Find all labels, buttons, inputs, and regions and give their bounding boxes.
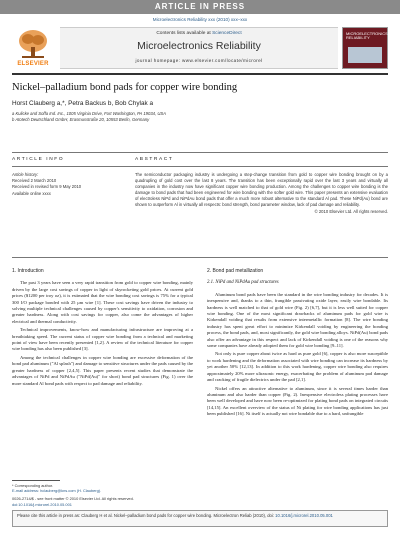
- intro-heading: 1. Introduction: [12, 268, 44, 274]
- cover-band: [348, 47, 382, 63]
- footnote-rule: [12, 480, 60, 481]
- section2-heading: 2. Bond pad metallization: [207, 268, 264, 274]
- affiliation-a: a Kulicke and Soffa Ind. Inc., 1005 Virginia Drive, Fort Washington, PA 19034, USA: [12, 111, 166, 116]
- abstract-body: [135, 172, 388, 215]
- info-divider-bottom: [12, 166, 388, 167]
- intro-paragraph: Technical improvements, know-how and manufacturing infrastructure are improving at a breathtaking speed. The current status of copper wire bonding from a technical and marketing point of view have been recently presented [1,2]. A review of the technical literature for copper wire bonding has also been published [3].: [12, 327, 193, 352]
- abstract-divider: [12, 257, 388, 258]
- citation-text: Please cite this article in press as: Clauberg H et al. Nickel–palladium bond pads for copper wire bonding. Microelectron Reliab (2010), doi:: [17, 513, 274, 518]
- affiliation-b: b Atotech Deutschland GmbH, Erasmusstraße 20, 10553 Berlin, Germany: [12, 117, 150, 122]
- journal-banner: [60, 27, 338, 69]
- cover-title: MICROELECTRONICS RELIABILITY: [346, 31, 388, 41]
- doi-link[interactable]: doi:10.1016/j.microrel.2010.05.001: [12, 501, 72, 507]
- header-divider: [12, 73, 388, 75]
- right-column: [207, 268, 388, 420]
- journal-homepage-link[interactable]: journal homepage: www.elsevier.com/locate/microrel: [135, 58, 263, 63]
- article-info-heading: ARTICLE INFO: [12, 157, 65, 162]
- journal-reference: Microelectronics Reliability xxx (2010) xxx–xxx: [152, 17, 248, 22]
- citation-doi-link[interactable]: 10.1016/j.microrel.2010.05.001: [275, 513, 333, 518]
- contents-line: [60, 31, 338, 36]
- authors: Horst Clauberg a,*, Petra Backus b, Bob Chylak a: [12, 100, 154, 107]
- section2-paragraph: Not only is pure copper about twice as hard as pure gold [6], copper is also more susceptible to work hardening and the deformation associated with wire bonding can increase its hardness by yet another 50% [12,13]. In addition to this work hardening, copper wire bonding also requires approximately 20% more ultrasonic energy, exacerbating the problem of aluminum pad damage and cracking of fragile dielectrics under the pad [2,1].: [207, 351, 388, 383]
- abstract-copyright: © 2010 Elsevier Ltd. All rights reserved.: [314, 208, 388, 214]
- footnote: [12, 480, 193, 507]
- contents-prefix: Contents lists available at: [156, 31, 213, 36]
- section2-paragraph: Nickel offers an attractive alternative to aluminum, since it is several times harder than aluminum and also harder than copper (Fig. 2). Inexpensive electroless plating processes have been well developed and have now been re-optimized for plating bond pads on integrated circuits [14,15]. An excellent overview of the status of Ni plating for wire bonding applications has just been published [16]. Ni itself is actually not wire bondable due to a hard, unfrangible: [207, 385, 388, 417]
- author-email-link[interactable]: E-mail address: hclauberg@kns.com (H. Clauberg).: [12, 487, 102, 493]
- publisher-name: ELSEVIER: [17, 61, 49, 67]
- corresponding-author: * Corresponding author.: [12, 482, 54, 488]
- history-received: Received 2 March 2010: [12, 178, 57, 184]
- left-column: [12, 268, 193, 389]
- abstract-heading: ABSTRACT: [135, 157, 174, 162]
- section2-paragraph: Aluminum bond pads have been the standard in the wire bonding industry for decades. It is inexpensive and, thanks to a thin, frangible passivating oxide layer, easily wire bondable. Its hardness is well matched to that of gold wire (Fig. 2) [6,7], but it is less well suited for copper wire bonding. One of the most significant drawbacks of aluminum pads for gold wire is Kirkendall voiding that results from extensive intermetallic formation [8]. The wire bonding industry has spent great effort to minimize Kirkendall voiding by engineering the bonding process, the bond pads, and, most significantly, the gold wire bonding alloys. NiPd(Au) bond pads also offer an advantage in this respect and lack of Kirkendall voiding is one of the reasons why some companies have already adopted them for gold wire bonding [9–11].: [207, 291, 388, 349]
- abstract-text: The semiconductor packaging industry is undergoing a step-change transition from gold to copper wire bonding brought on by a quadrupling of gold cost over the last 8 years. The transition has been exceptionally rapid over the last 3 years and virtually all companies in the industry now have significant copper wire bonding production. Among the challenges to copper wire bonding is the damage to bond pads that had been engineered for wire bonding with the softer gold wire. This paper presents an extensive evaluation of electroless NiPd and NiPdAu bond pads that offer a much more robust alternative to the standard Al pad. These NiPd(Au) bond are shown to outperform Al in virtually all respects: bond strength, bond parameter window, lack of pad damage and reliability.: [135, 172, 388, 208]
- sciencedirect-link[interactable]: ScienceDirect: [212, 31, 242, 36]
- history-online: Available online xxxx: [12, 190, 51, 196]
- intro-paragraph: Among the technical challenges in copper wire bonding are excessive deformation of the bond pad aluminum ("Al splash") and damage to sensitive structures under the pads caused by the greater hardness of copper [2,4,5]. This paper presents recent studies that demonstrate the advantages of NiPd and NiPdAu ("NiPd(Au)" for short) bond pad structures (Fig. 1) over the more standard Al bond pads with respect to pad damage and reliability.: [12, 354, 193, 386]
- article-history: [12, 172, 108, 197]
- issn-line: 0026-2714/$ - see front matter © 2010 Elsevier Ltd. All rights reserved.: [12, 496, 134, 502]
- history-revised: Received in revised form 9 May 2010: [12, 184, 82, 190]
- journal-cover-image: [342, 27, 388, 69]
- info-divider-top: [12, 152, 388, 153]
- article-in-press-banner: ARTICLE IN PRESS: [0, 0, 400, 14]
- journal-title: Microelectronics Reliability: [137, 40, 261, 52]
- history-label: Article history:: [12, 172, 39, 177]
- section2-subheading: 2.1. NiPd and NiPdAu pad structures: [207, 280, 279, 286]
- masthead: [12, 27, 388, 69]
- intro-paragraph: The past 3 years have seen a very rapid transition from gold to copper wire bonding, mainly driven by the large cost savings of copper in light of skyrocketing gold prices. At current gold prices ($1200 per troy oz), it is estimated that the wire bonding cost savings is 75% for a typical 300 I/O package bonded with 25 μm wire [1]. These cost savings have driven the industry to solving multiple technical challenges caused by copper's sensitivity to oxidation, corrosion and greater hardness. Along with cost savings for copper, also come the advantages of higher electrical and thermal conductivity.: [12, 280, 193, 324]
- paper-title: Nickel–palladium bond pads for copper wire bonding: [12, 82, 238, 93]
- citation-box: [12, 510, 388, 527]
